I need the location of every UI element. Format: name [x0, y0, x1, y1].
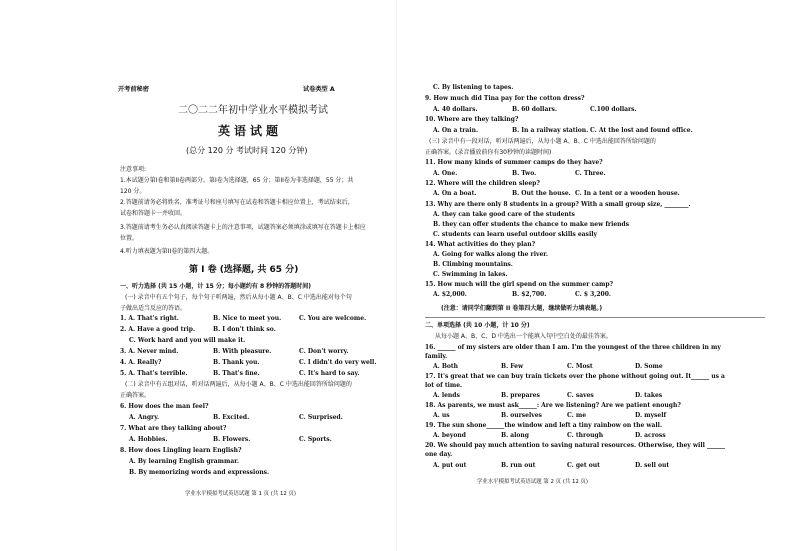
q16-option-b: B. Few — [501, 363, 524, 370]
q20-option-c: C. get out — [567, 462, 600, 469]
q18-option-b: B. ourselves — [501, 412, 542, 419]
q9-option-a: A. 40 dollars. — [433, 106, 478, 113]
q1-option-c: C. You are welcome. — [299, 315, 367, 322]
q10-question: 10. Where are they talking? — [425, 116, 519, 123]
q12-option-b: B. Out the house. — [512, 190, 571, 197]
q15-option-b: B. $2,700. — [512, 291, 547, 298]
notice-line: 4.听力填表题为第II卷的第四大题。 — [120, 248, 214, 255]
q11-question: 11. How many kinds of summer camps do they have? — [425, 159, 603, 166]
q15-option-a: A. $2,000. — [433, 291, 467, 298]
q11-option-c: C. Three. — [575, 170, 606, 177]
part1-instruction: (一) 录音中有五个句子，每个句子听两遍，然后从每小题 A、B、C 中选出能对每个句 — [125, 294, 352, 301]
q18-option-c: C. me — [567, 412, 587, 419]
q17-question: 17. It's great that we can buy train tickets over the phone without going out. It______ us a — [425, 373, 725, 380]
q6-question: 6. How does the man feel? — [120, 403, 209, 410]
q17-option-c: C. saves — [567, 392, 594, 399]
q7-option-c: C. Sports. — [299, 436, 332, 443]
q19-option-b: B. along — [501, 432, 529, 439]
single-choice-title: 二、单项选择 (共 10 小题，计 10 分) — [425, 322, 530, 329]
q2-option-b: B. I don't think so. — [213, 326, 276, 333]
q14-option-a: A. Going for walks along the river. — [433, 251, 548, 258]
q8-option-b: B. By memorizing words and expressions. — [129, 469, 270, 476]
q14-option-b: B. Climbing mountains. — [433, 261, 513, 268]
notice-line: 试卷和答题卡一并收回。 — [120, 210, 187, 217]
q14-question: 14. What activities do they plan? — [425, 241, 536, 248]
exam-title: 二〇二二年初中学业水平模拟考试 — [178, 105, 328, 116]
q7-option-b: B. Flowers. — [213, 436, 251, 443]
q6-option-c: C. Surprised. — [299, 414, 343, 421]
q19-option-c: C. through — [567, 432, 604, 439]
q18-question: 18. As parents, we must ask______: Are we listening? Are we patient enough? — [425, 402, 681, 409]
q4-option-a: 4. A. Really? — [120, 359, 162, 366]
q16-option-a: A. Both — [433, 363, 459, 370]
q11-option-b: B. Two. — [512, 170, 537, 177]
q16-question-cont: family. — [425, 353, 448, 360]
q5-option-a: 5. A. That's terrible. — [120, 370, 188, 377]
notice-line: 2.答题前请务必将姓名，准考证号和座号填写在试卷和答题卡相应位置上，考试结束后， — [120, 199, 354, 206]
exam-page-2 — [397, 0, 794, 551]
q18-option-a: A. us — [433, 412, 450, 419]
q19-question: 19. The sun shone______the window and left a tiny rainbow on the wall. — [425, 422, 663, 429]
q1-option-a: 1. A. That's right. — [120, 315, 179, 322]
score-time: (总分 120 分 考试时间 120 分钟) — [186, 146, 308, 155]
q20-option-a: A. put out — [433, 462, 467, 469]
q7-option-a: A. Hobbies. — [129, 436, 168, 443]
subject-title: 英语试题 — [218, 124, 283, 138]
q20-option-d: D. sell out — [635, 462, 670, 469]
q3-option-b: B. With pleasure. — [213, 348, 272, 355]
listening-title: 一、听力选择 (共 15 小题，计 15 分；每小题约有 8 秒钟的答题时间) — [120, 283, 311, 290]
q12-option-a: A. On a boat. — [433, 190, 477, 197]
q19-option-d: D. across — [635, 432, 666, 439]
q5-option-c: C. It's hard to say. — [299, 370, 360, 377]
volume-title: 第 I 卷 (选择题, 共 65 分) — [189, 265, 299, 275]
q5-option-b: B. That's fine. — [213, 370, 260, 377]
q6-option-a: A. Angry. — [129, 414, 160, 421]
q10-option-b: B. In a railway station. — [512, 127, 589, 134]
q20-question-cont: one day. — [425, 451, 453, 458]
part3-instruction: 正确答案。(录音播放前你有30秒钟的读题时间) — [425, 149, 552, 156]
q13-option-b: B. they can offer students the chance to make new friends — [433, 221, 630, 228]
q4-option-c: C. I didn't do very well. — [299, 359, 377, 366]
q3-option-a: 3. A. Never mind. — [120, 348, 179, 355]
q11-option-a: A. One. — [433, 170, 458, 177]
single-choice-instruction: 从每小题 A、B、C、D 中选出一个能填入句中空白处的最佳答案。 — [435, 333, 612, 340]
q20-question: 20. We should pay much attention to saving natural resources. Otherwise, they will ______ — [425, 442, 725, 449]
q14-option-c: C. Swimming in lakes. — [433, 271, 508, 278]
q13-question: 13. Why are there only 8 students in a group? With a small group size, ________. — [425, 201, 691, 208]
q17-option-d: D. takes — [635, 392, 663, 399]
turn-page-note: (注意：请同学们翻到第 II 卷第四大题，继续做听力填表题。) — [441, 305, 603, 312]
part3-instruction: (三) 录音中有一段对话，听对话两遍后，从每小题 A、B、C 中选出能回答所给问题的 — [429, 138, 656, 145]
q10-option-a: A. On a train. — [433, 127, 479, 134]
notice-title: 注意事项: — [120, 166, 147, 173]
q16-option-d: D. Some — [635, 363, 663, 370]
q8-option-a: A. By learning English grammar. — [129, 458, 239, 465]
q17-option-b: B. prepares — [501, 392, 540, 399]
q8-question: 8. How does Lingling learn English? — [120, 447, 242, 454]
notice-line: 120 分。 — [120, 188, 146, 195]
q17-question-cont: lot of time. — [425, 382, 463, 389]
q17-option-a: A. lends — [433, 392, 460, 399]
q15-option-c: C. $ 3,200. — [575, 291, 611, 298]
section-divider — [425, 317, 765, 318]
q9-question: 9. How much did Tina pay for the cotton dress? — [425, 95, 585, 102]
q18-option-d: D. myself — [635, 412, 667, 419]
part2-instruction: (二) 录音中有五组对话，听对话两遍后，从每小题 A、B、C 中选出能回答所给问题的 — [125, 381, 352, 388]
q3-option-c: C. Don't worry. — [299, 348, 349, 355]
q2-option-a: 2. A. Have a good trip. — [120, 326, 196, 333]
q12-question: 12. Where will the children sleep? — [425, 180, 540, 187]
q19-option-a: A. beyond — [433, 432, 466, 439]
q9-option-b: B. 60 dollars. — [512, 106, 557, 113]
q13-option-a: A. they can take good care of the students — [433, 211, 575, 218]
q12-option-c: C. In a tent or a wooden house. — [575, 190, 680, 197]
page-footer: 学业水平模拟考试英语试题 第 1 页 (共 12 页) — [185, 491, 297, 497]
q4-option-b: B. Thank you. — [213, 359, 260, 366]
q20-option-b: B. run out — [501, 462, 536, 469]
q8-option-c: C. By listening to tapes. — [433, 84, 514, 91]
page-footer: 学业水平模拟考试英语试题 第 2 页 (共 12 页) — [477, 479, 589, 485]
q7-question: 7. What are they talking about? — [120, 425, 227, 432]
notice-line: 位置。 — [120, 235, 139, 242]
q1-option-b: B. Nice to meet you. — [213, 315, 282, 322]
q2-option-c: C. Work hard and you will make it. — [129, 337, 246, 344]
notice-line: 3.答题前请考生务必认真阅读答题卡上的注意事项，试题答案必须填涂或填写在答题卡上相应 — [120, 224, 366, 231]
q16-option-c: C. Most — [567, 363, 593, 370]
q10-option-c: C. At the lost and found office. — [590, 127, 693, 134]
notice-line: 1.本试题分第I卷和第II卷两部分。第I卷为选择题，65 分；第II卷为非选择题，55 分；共 — [120, 177, 354, 184]
part1-instruction: 子做出适当反应的答语。 — [120, 305, 187, 312]
confidential-label: 开考前秘密 — [118, 86, 149, 93]
paper-type-label: 试卷类型 A — [303, 86, 335, 93]
q16-question: 16. ______ of my sisters are older than I am. I'm the youngest of the three children in my — [425, 344, 721, 351]
q9-option-c: C.100 dollars. — [590, 106, 637, 113]
q13-option-c: C. students can learn useful outdoor skills easily — [433, 231, 597, 238]
part2-instruction: 正确答案。 — [120, 392, 151, 399]
q15-question: 15. How much will the girl spend on the summer camp? — [425, 281, 614, 288]
q6-option-b: B. Excited. — [213, 414, 250, 421]
